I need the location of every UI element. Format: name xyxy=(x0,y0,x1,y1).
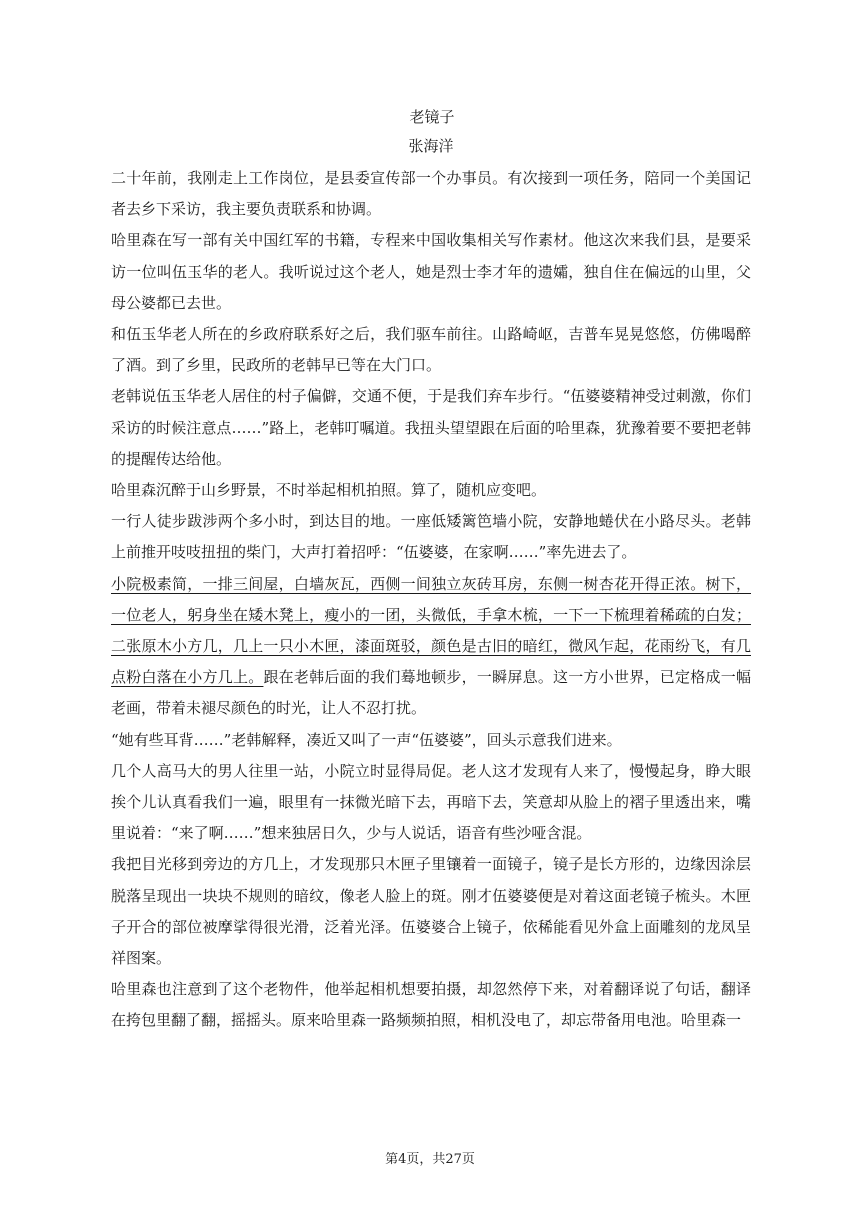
paragraph-text: 跟在老韩后面的我们蓦地顿步，一瞬屏息。这一方小世界，已定格成一幅老画，带着未褪尽颜色的时光，让人不忍打扰。 xyxy=(111,668,751,718)
document-page xyxy=(111,103,751,1037)
paragraph xyxy=(111,163,751,225)
paragraph-text: 哈里森沉醉于山乡野景，不时举起相机拍照。算了，随机应变吧。 xyxy=(111,481,547,500)
underlined-passage: 小院极素简，一排三间屋，白墙灰瓦，西侧一间独立灰砖耳房，东侧一树杏花开得正浓。树下，一位老人，躬身坐在矮木凳上，瘦小的一团，头微低，手拿木梳，一下一下梳理着稀疏的白发；二张原木小方几，几上一只小木匣，漆面斑驳，颜色是古旧的暗红，微风乍起，花雨纷飞，有几点粉白落在小方几上。 xyxy=(111,574,751,687)
paragraph-text: 老韩说伍玉华老人居住的村子偏僻，交通不便，于是我们弃车步行。“伍婆婆精神受过刺激，你们采访的时候注意点……”路上，老韩叮嘱道。我扭头望望跟在后面的哈里森，犹豫着要不要把老韩的提醒传达给他。 xyxy=(111,387,751,468)
paragraph-text: 我把目光移到旁边的方几上，才发现那只木匣子里镶着一面镜子，镜子是长方形的，边缘因涂层脱落呈现出一块块不规则的暗纹，像老人脸上的斑。刚才伍婆婆便是对着这面老镜子梳头。木匣子开合的部位被摩挲得很光滑，泛着光泽。伍婆婆合上镜子，依稀能看见外盒上面雕刻的龙凤呈祥图案。 xyxy=(111,855,751,968)
paragraph-text: 二十年前，我刚走上工作岗位，是县委宣传部一个办事员。有次接到一项任务，陪同一个美国记者去乡下采访，我主要负责联系和协调。 xyxy=(111,169,751,219)
document-author: 张海洋 xyxy=(408,137,454,155)
paragraph-text: 和伍玉华老人所在的乡政府联系好之后，我们驱车前往。山路崎岖，吉普车晃晃悠悠，仿佛喝醉了酒。到了乡里，民政所的老韩早已等在大门口。 xyxy=(111,325,751,375)
paragraph xyxy=(111,756,751,850)
paragraph-text: 几个人高马大的男人往里一站，小院立时显得局促。老人这才发现有人来了，慢慢起身，睁大眼挨个儿认真看我们一遍，眼里有一抹微光暗下去，再暗下去，笑意却从脸上的褶子里透出来，嘴里说着：“来了啊……”想来独居日久，少与人说话，语音有些沙哑含混。 xyxy=(111,761,751,843)
paragraph xyxy=(111,225,751,319)
paragraph xyxy=(111,569,751,725)
document-title: 老镜子 xyxy=(409,108,455,126)
paragraph-text: 哈里森也注意到了这个老物件，他举起相机想要拍摄，却忽然停下来，对着翻译说了句话，翻译在挎包里翻了翻，摇摇头。原来哈里森一路频频拍照，相机没电了，却忘带备用电池。哈里森一 xyxy=(111,980,751,1030)
paragraph-text: “她有些耳背……”老韩解释，凑近又叫了一声“伍婆婆”，回头示意我们进来。 xyxy=(111,730,622,749)
paragraph xyxy=(111,725,751,756)
page-number: 第4页，共27页 xyxy=(385,1152,475,1167)
paragraph xyxy=(111,974,751,1036)
paragraph-text: 哈里森在写一部有关中国红军的书籍，专程来中国收集相关写作素材。他这次来我们县，是要采访一位叫伍玉华的老人。我听说过这个老人，她是烈士李才年的遗孀，独自住在偏远的山里，父母公婆都已去世。 xyxy=(111,231,751,312)
paragraph-text: 一行人徒步跋涉两个多小时，到达目的地。一座低矮篱笆墙小院，安静地蜷伏在小路尽头。老韩上前推开吱吱扭扭的柴门，大声打着招呼：“伍婆婆，在家啊……”率先进去了。 xyxy=(111,512,751,562)
paragraph xyxy=(111,506,751,568)
paragraph xyxy=(111,475,751,506)
paragraph xyxy=(111,849,751,974)
paragraph xyxy=(111,319,751,381)
paragraph xyxy=(111,381,751,475)
